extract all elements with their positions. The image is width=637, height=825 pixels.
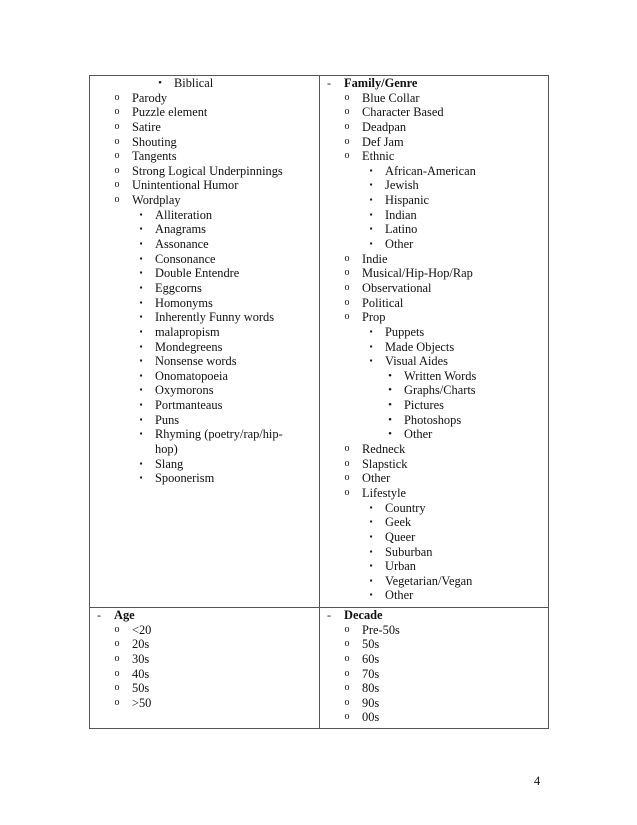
list-item-text: Hispanic [385, 193, 430, 208]
list-item [320, 530, 549, 545]
list-item [90, 135, 319, 150]
list-item-text: Satire [132, 119, 161, 134]
cell-family-genre [320, 76, 549, 603]
bullet-marker: ▪ [139, 385, 143, 395]
list-item-text: Other [404, 427, 433, 442]
bullet-marker: o [344, 120, 350, 132]
list-item-text: Urban [385, 559, 416, 574]
list-item-text: Written Words [404, 368, 477, 383]
bullet-marker: o [344, 696, 350, 708]
bullet-marker: ▪ [369, 531, 373, 541]
list-item-text: Indian [385, 207, 417, 222]
list-item [320, 588, 549, 603]
list-item [320, 457, 549, 472]
bullet-marker: o [344, 150, 350, 162]
list-item-text: Unintentional Humor [132, 178, 239, 193]
list-item-text: Portmanteaus [155, 398, 223, 413]
list-item-text: Assonance [155, 237, 209, 252]
list-item-text: Made Objects [385, 339, 455, 354]
list-item-text: Onomatopoeia [155, 368, 228, 383]
bullet-marker: ▪ [139, 326, 143, 336]
section-heading-decade [320, 608, 549, 623]
list-item [90, 325, 319, 340]
list-item-text: Character Based [362, 105, 444, 120]
list-item-text: 40s [132, 666, 150, 681]
list-item [320, 413, 549, 428]
bullet-marker: ▪ [369, 209, 373, 219]
list-item-text: Spoonerism [155, 471, 215, 486]
list-item [320, 515, 549, 530]
list-item-text: Pre-50s [362, 622, 400, 637]
list-item-text: Nonsense words [155, 354, 237, 369]
list-item-text: Biblical [174, 76, 214, 90]
list-item-text: Geek [385, 515, 412, 530]
bullet-marker: o [114, 682, 120, 694]
list-item [90, 266, 319, 281]
category-table [89, 75, 549, 729]
bullet-marker: o [344, 682, 350, 694]
bullet-marker: o [344, 457, 350, 469]
list-item-text: 30s [132, 651, 150, 666]
list-item-text: 80s [362, 681, 380, 696]
cell-style-list [90, 76, 319, 486]
cell-decade [320, 608, 549, 725]
list-item [320, 266, 549, 281]
list-item-text: Puns [155, 412, 180, 427]
list-item [90, 252, 319, 267]
list-item-text: African-American [385, 163, 476, 178]
list-item [320, 369, 549, 384]
list-item [90, 164, 319, 179]
heading-dash: - [97, 608, 101, 622]
bullet-marker: o [344, 667, 350, 679]
list-item-text: Visual Aides [385, 354, 448, 369]
page-number: 4 [534, 774, 541, 788]
list-item-text: 60s [362, 651, 380, 666]
bullet-marker: ▪ [139, 312, 143, 322]
list-item [320, 442, 549, 457]
list-item [320, 574, 549, 589]
list-item-text: Slapstick [362, 456, 408, 471]
list-item [320, 193, 549, 208]
list-item-text: Other [385, 237, 414, 252]
bullet-marker: ▪ [139, 282, 143, 292]
list-item-text: Lifestyle [362, 485, 407, 500]
list-item [320, 281, 549, 296]
heading-dash: - [327, 76, 331, 90]
list-item [320, 652, 549, 667]
bullet-marker: ▪ [139, 224, 143, 234]
bullet-marker: o [344, 267, 350, 279]
list-item-text: Inherently Funny words [155, 310, 275, 325]
list-item-text: 00s [362, 710, 380, 725]
list-item [320, 178, 549, 193]
bullet-marker: ▪ [139, 297, 143, 307]
bullet-marker: o [344, 91, 350, 103]
list-item-text: Parody [132, 90, 168, 105]
list-item-text: Prop [362, 310, 386, 325]
list-item-text: 20s [132, 637, 150, 652]
list-item-text: Indie [362, 251, 388, 266]
list-item [90, 149, 319, 164]
list-item [320, 667, 549, 682]
list-item [90, 667, 319, 682]
list-item-text: Blue Collar [362, 90, 420, 105]
list-item [90, 310, 319, 325]
list-item [90, 193, 319, 208]
bullet-marker: o [114, 194, 120, 206]
list-item-text: <20 [132, 622, 152, 637]
list-item-text: Latino [385, 222, 418, 237]
list-item [90, 281, 319, 296]
list-item-text: Puppets [385, 324, 425, 339]
list-item-text: Shouting [132, 134, 177, 149]
bullet-marker: o [344, 472, 350, 484]
bullet-marker: • [388, 384, 392, 397]
list-item [320, 696, 549, 711]
list-item [320, 340, 549, 355]
bullet-marker: o [344, 486, 350, 498]
list-item-text: 90s [362, 695, 380, 710]
bullet-marker: ▪ [369, 326, 373, 336]
heading-text: Decade [344, 608, 383, 622]
list-item-text: 50s [132, 681, 150, 696]
list-item-text: Oxymorons [155, 383, 214, 398]
list-item [320, 310, 549, 325]
list-item [90, 427, 319, 442]
list-item [90, 222, 319, 237]
list-item-text: Deadpan [362, 119, 407, 134]
list-item-text: Observational [362, 280, 432, 295]
list-item-text: Pictures [404, 398, 444, 413]
list-item [320, 135, 549, 150]
list-item [90, 237, 319, 252]
list-item [90, 383, 319, 398]
list-item [90, 354, 319, 369]
list-item-text: Anagrams [155, 222, 206, 237]
list-item [320, 149, 549, 164]
list-item-text: Country [385, 500, 426, 515]
bullet-marker: ▪ [139, 400, 143, 410]
list-item-text: Other [385, 588, 414, 603]
bullet-marker: ▪ [369, 502, 373, 512]
list-item-text: Eggcorns [155, 280, 202, 295]
list-item-text: Rhyming (poetry/rap/hip- [155, 427, 283, 442]
list-item [320, 545, 549, 560]
heading-text: Age [114, 608, 135, 622]
list-item-text: Def Jam [362, 134, 404, 149]
bullet-marker: ▪ [369, 165, 373, 175]
list-item [320, 427, 549, 442]
bullet-marker: o [114, 150, 120, 162]
bullet-marker: ▪ [139, 253, 143, 263]
list-item [320, 623, 549, 638]
list-item [320, 222, 549, 237]
bullet-marker: o [114, 638, 120, 650]
list-item-text: 50s [362, 637, 380, 652]
heading-dash: - [327, 608, 331, 622]
list-item-text: Jewish [385, 178, 419, 193]
section-heading-age [90, 608, 319, 623]
bullet-marker: ▪ [139, 356, 143, 366]
bullet-marker: o [344, 711, 350, 723]
list-item [90, 369, 319, 384]
bullet-marker: ▪ [369, 561, 373, 571]
list-item-text: Slang [155, 456, 184, 471]
bullet-marker: o [344, 281, 350, 293]
bullet-marker: o [114, 667, 120, 679]
bullet-marker: o [344, 296, 350, 308]
list-item [90, 681, 319, 696]
list-item-text: Strong Logical Underpinnings [132, 163, 283, 178]
list-item [320, 325, 549, 340]
list-item-text: Redneck [362, 442, 406, 457]
list-item-text: Homonyms [155, 295, 213, 310]
bullet-marker: o [114, 120, 120, 132]
list-item [320, 710, 549, 725]
list-item [320, 164, 549, 179]
bullet-marker: o [114, 623, 120, 635]
list-item-text: Suburban [385, 544, 433, 559]
list-item [90, 696, 319, 711]
list-item [320, 681, 549, 696]
bullet-marker: • [388, 428, 392, 441]
bullet-marker: ▪ [369, 224, 373, 234]
list-item [90, 623, 319, 638]
bullet-marker: ▪ [369, 180, 373, 190]
list-item [320, 471, 549, 486]
list-item-text: Puzzle element [132, 105, 208, 120]
list-item [90, 637, 319, 652]
bullet-marker: ▪ [139, 414, 143, 424]
section-heading-family-genre [320, 76, 549, 91]
bullet-marker: • [158, 77, 162, 89]
list-item [320, 559, 549, 574]
bullet-marker: o [344, 106, 350, 118]
bullet-marker: ▪ [139, 458, 143, 468]
bullet-marker: o [114, 179, 120, 191]
bullet-marker: o [114, 696, 120, 708]
list-item-text: hop) [155, 442, 178, 457]
list-item [90, 208, 319, 223]
bullet-marker: ▪ [369, 195, 373, 205]
list-item [320, 486, 549, 501]
list-item [90, 120, 319, 135]
list-item-text: Wordplay [132, 193, 181, 208]
bullet-marker: ▪ [139, 429, 143, 439]
bullet-marker: o [344, 311, 350, 323]
list-item [90, 471, 319, 486]
list-item-text: malapropism [155, 324, 220, 339]
list-item [90, 76, 319, 91]
list-item [320, 296, 549, 311]
list-item-text: Other [362, 471, 391, 486]
bullet-marker: ▪ [139, 341, 143, 351]
list-item [90, 296, 319, 311]
list-item [90, 457, 319, 472]
list-item-text: 70s [362, 666, 380, 681]
list-item [90, 178, 319, 193]
list-item [90, 652, 319, 667]
bullet-marker: o [344, 623, 350, 635]
bullet-marker: • [388, 369, 392, 382]
bullet-marker: ▪ [139, 268, 143, 278]
bullet-marker: o [114, 135, 120, 147]
list-item [90, 91, 319, 106]
heading-text: Family/Genre [344, 76, 418, 90]
bullet-marker: ▪ [369, 546, 373, 556]
bullet-marker: ▪ [369, 575, 373, 585]
list-item [90, 340, 319, 355]
bullet-marker: o [114, 106, 120, 118]
bullet-marker: ▪ [139, 370, 143, 380]
list-item [320, 237, 549, 252]
cell-age [90, 608, 319, 710]
bullet-marker: • [388, 399, 392, 412]
list-item [320, 383, 549, 398]
bullet-marker: o [114, 164, 120, 176]
bullet-marker: o [114, 91, 120, 103]
list-item-text: Tangents [132, 149, 177, 164]
bullet-marker: • [388, 413, 392, 426]
bullet-marker: ▪ [369, 517, 373, 527]
bullet-marker: o [344, 443, 350, 455]
list-item-text: Graphs/Charts [404, 383, 476, 398]
list-item [320, 208, 549, 223]
list-item-text: >50 [132, 695, 152, 710]
list-item [320, 501, 549, 516]
list-item [320, 105, 549, 120]
bullet-marker: ▪ [369, 356, 373, 366]
list-item-text: Musical/Hip-Hop/Rap [362, 266, 473, 281]
list-item-text: Alliteration [155, 207, 213, 222]
list-item-text: Mondegreens [155, 339, 223, 354]
list-item [320, 637, 549, 652]
list-item [320, 398, 549, 413]
list-item-text: Political [362, 295, 404, 310]
bullet-marker: ▪ [139, 239, 143, 249]
bullet-marker: o [344, 252, 350, 264]
bullet-marker: ▪ [139, 209, 143, 219]
list-item [90, 398, 319, 413]
list-item-text: Double Entendre [155, 266, 240, 281]
list-item [320, 91, 549, 106]
bullet-marker: o [344, 135, 350, 147]
list-item-text: Queer [385, 529, 416, 544]
list-item [90, 105, 319, 120]
list-item [320, 252, 549, 267]
list-item [320, 354, 549, 369]
list-item [90, 413, 319, 428]
bullet-marker: o [114, 652, 120, 664]
bullet-marker: ▪ [139, 473, 143, 483]
bullet-marker: ▪ [369, 341, 373, 351]
list-item-text: Vegetarian/Vegan [385, 573, 473, 588]
list-item-text: Photoshops [404, 412, 462, 427]
bullet-marker: ▪ [369, 590, 373, 600]
list-item [320, 120, 549, 135]
list-item-text: Ethnic [362, 149, 395, 164]
bullet-marker: ▪ [369, 239, 373, 249]
bullet-marker: o [344, 638, 350, 650]
list-item [90, 442, 319, 457]
bullet-marker: o [344, 652, 350, 664]
list-item-text: Consonance [155, 251, 216, 266]
